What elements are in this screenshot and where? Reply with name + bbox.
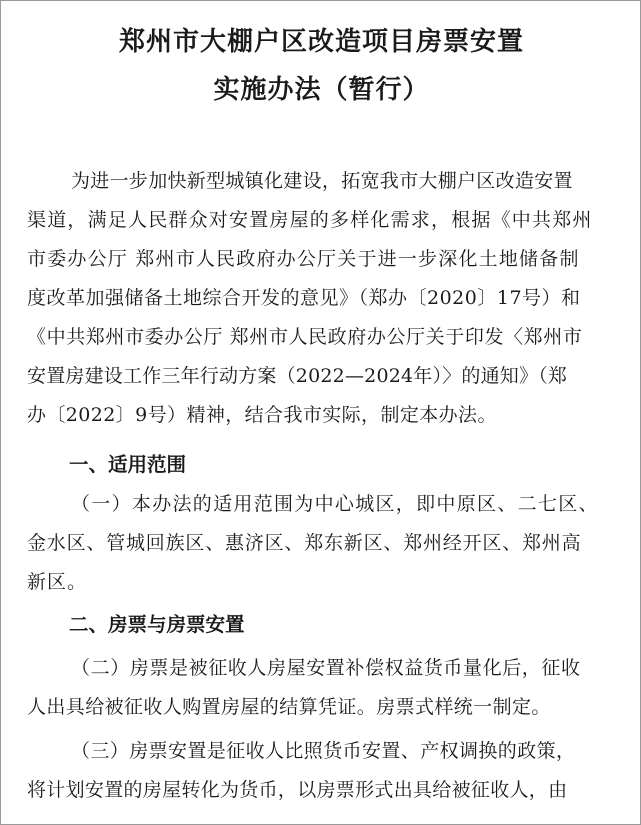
preamble-line: 安置房建设工作三年行动方案（2022—2024年）〉的通知》（郑	[27, 365, 568, 387]
preamble-line: 《中共郑州市委办公厅 郑州市人民政府办公厅关于印发〈郑州市	[27, 326, 583, 348]
preamble-line: 市委办公厅 郑州市人民政府办公厅关于进一步深化土地储备制	[27, 248, 580, 270]
preamble-line: 度改革加强储备土地综合开发的意见》（郑办〔2020〕17号）和	[27, 287, 581, 309]
section-heading: 一、适用范围	[69, 453, 187, 476]
section2-line: （三）房票安置是征收人比照货币安置、产权调换的政策，	[71, 740, 576, 762]
section1-line: 新区。	[27, 571, 88, 593]
document-title-line-2: 实施办法（暂行）	[213, 75, 430, 105]
document-title-line-1: 郑州市大棚户区改造项目房票安置	[118, 27, 524, 57]
preamble-line: 办〔2022〕9号）精神，结合我市实际，制定本办法。	[27, 404, 497, 426]
section-heading: 二、房票与房票安置	[69, 613, 245, 636]
section2-line: 将计划安置的房屋转化为货币，以房票形式出具给被征收人，由	[27, 779, 568, 801]
section2-line: 人出具给被征收人购置房屋的结算凭证。房票式样统一制定。	[27, 696, 551, 718]
section1-line: （一）本办法的适用范围为中心城区，即中原区、二七区、	[71, 493, 599, 515]
section2-line: （二）房票是被征收人房屋安置补偿权益货币量化后，征收	[71, 657, 581, 679]
section1-line: 金水区、管城回族区、惠济区、郑东新区、郑州经开区、郑州高	[27, 532, 582, 554]
preamble-line: 渠道，满足人民群众对安置房屋的多样化需求，根据《中共郑州	[27, 209, 593, 231]
preamble-line: 为进一步加快新型城镇化建设，拓宽我市大棚户区改造安置	[71, 170, 573, 192]
